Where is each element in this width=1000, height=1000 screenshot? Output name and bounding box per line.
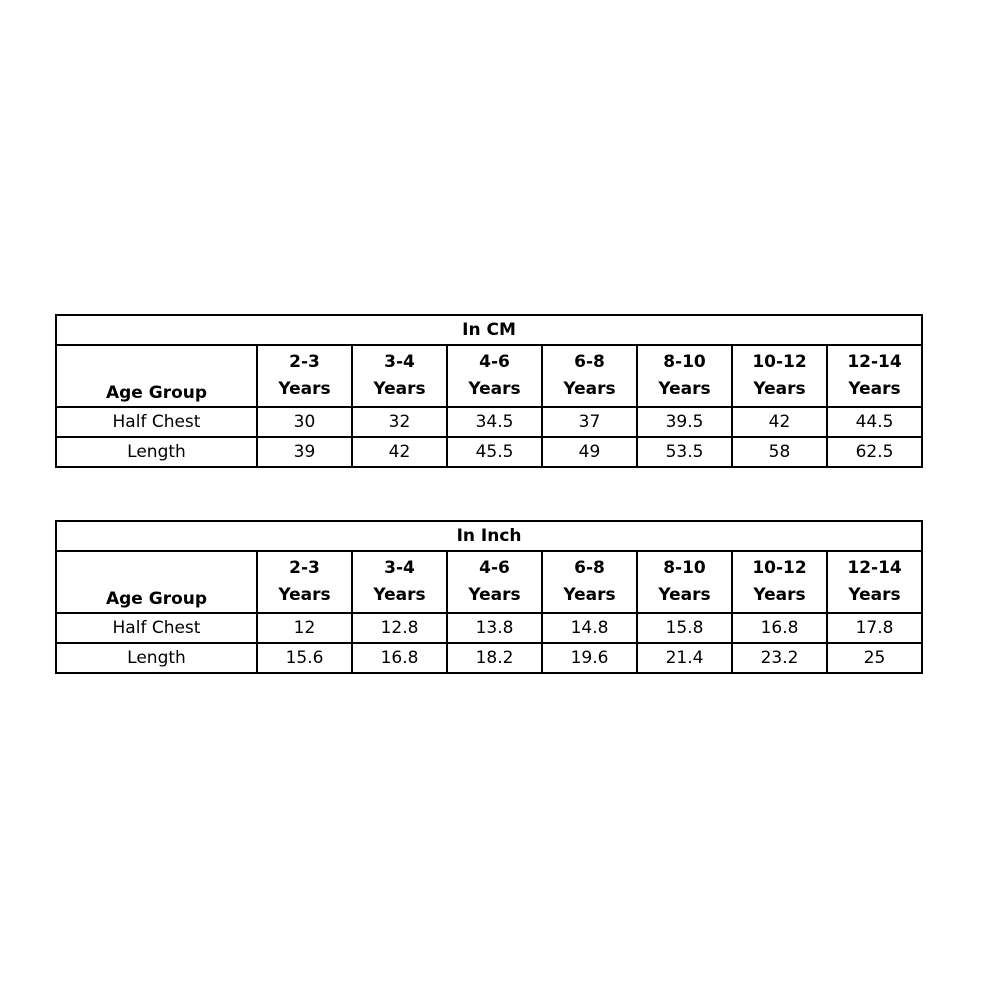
table-cell: 16.8 — [732, 613, 827, 643]
age-range: 6-8 — [574, 352, 605, 372]
table-cell: 44.5 — [827, 407, 922, 437]
age-group-header: Age Group — [56, 551, 257, 613]
table-title-row — [56, 315, 922, 345]
row-label: Length — [56, 643, 257, 673]
table-cell: 21.4 — [637, 643, 732, 673]
table-cell: 39 — [257, 437, 352, 467]
age-unit: Years — [753, 379, 806, 399]
age-range: 6-8 — [574, 558, 605, 578]
table-cell: 42 — [732, 407, 827, 437]
table-header-row — [56, 551, 922, 613]
row-label: Half Chest — [56, 613, 257, 643]
age-unit: Years — [373, 585, 426, 605]
table-cell: 53.5 — [637, 437, 732, 467]
age-unit: Years — [468, 379, 521, 399]
column-header — [257, 551, 352, 613]
age-unit: Years — [373, 379, 426, 399]
table-row — [56, 407, 922, 437]
size-chart-cm-table — [55, 314, 923, 468]
column-header — [447, 345, 542, 407]
row-label: Length — [56, 437, 257, 467]
age-range: 12-14 — [847, 558, 902, 578]
table-cell: 49 — [542, 437, 637, 467]
age-range: 8-10 — [663, 558, 706, 578]
age-unit: Years — [468, 585, 521, 605]
age-range: 3-4 — [384, 352, 415, 372]
table-cell: 16.8 — [352, 643, 447, 673]
age-unit: Years — [278, 379, 331, 399]
column-header — [827, 345, 922, 407]
table-cell: 15.8 — [637, 613, 732, 643]
table-cell: 62.5 — [827, 437, 922, 467]
age-unit: Years — [658, 379, 711, 399]
age-unit: Years — [753, 585, 806, 605]
column-header — [352, 551, 447, 613]
table-cell: 25 — [827, 643, 922, 673]
column-header — [352, 345, 447, 407]
size-chart-inch-table — [55, 520, 923, 674]
table-cell: 58 — [732, 437, 827, 467]
table-cell: 32 — [352, 407, 447, 437]
age-unit: Years — [848, 379, 901, 399]
age-unit: Years — [563, 585, 616, 605]
column-header — [637, 551, 732, 613]
column-header — [637, 345, 732, 407]
age-unit: Years — [278, 585, 331, 605]
table-cell: 15.6 — [257, 643, 352, 673]
table-title: In Inch — [56, 521, 922, 551]
age-range: 10-12 — [752, 352, 807, 372]
table-title: In CM — [56, 315, 922, 345]
age-range: 4-6 — [479, 352, 510, 372]
table-cell: 17.8 — [827, 613, 922, 643]
age-range: 8-10 — [663, 352, 706, 372]
column-header — [732, 551, 827, 613]
table-row — [56, 437, 922, 467]
table-cell: 18.2 — [447, 643, 542, 673]
age-unit: Years — [658, 585, 711, 605]
age-unit: Years — [848, 585, 901, 605]
column-header — [257, 345, 352, 407]
age-range: 4-6 — [479, 558, 510, 578]
age-range: 12-14 — [847, 352, 902, 372]
table-title-row — [56, 521, 922, 551]
table-cell: 12.8 — [352, 613, 447, 643]
table-cell: 34.5 — [447, 407, 542, 437]
column-header — [542, 551, 637, 613]
column-header — [827, 551, 922, 613]
column-header — [447, 551, 542, 613]
table-cell: 23.2 — [732, 643, 827, 673]
table-cell: 13.8 — [447, 613, 542, 643]
age-range: 2-3 — [289, 558, 320, 578]
age-group-header: Age Group — [56, 345, 257, 407]
table-cell: 37 — [542, 407, 637, 437]
table-cell: 45.5 — [447, 437, 542, 467]
age-unit: Years — [563, 379, 616, 399]
table-cell: 19.6 — [542, 643, 637, 673]
table-cell: 14.8 — [542, 613, 637, 643]
table-cell: 42 — [352, 437, 447, 467]
table-cell: 30 — [257, 407, 352, 437]
table-cell: 12 — [257, 613, 352, 643]
row-label: Half Chest — [56, 407, 257, 437]
table-header-row — [56, 345, 922, 407]
age-range: 3-4 — [384, 558, 415, 578]
column-header — [732, 345, 827, 407]
column-header — [542, 345, 637, 407]
table-cell: 39.5 — [637, 407, 732, 437]
table-row — [56, 643, 922, 673]
age-range: 10-12 — [752, 558, 807, 578]
age-range: 2-3 — [289, 352, 320, 372]
table-row — [56, 613, 922, 643]
